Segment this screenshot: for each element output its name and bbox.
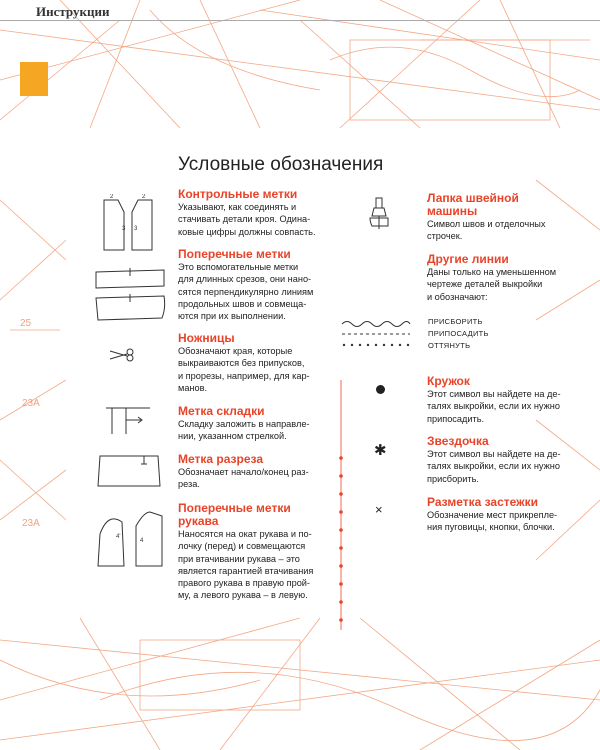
svg-text:4: 4 [140,538,144,544]
item-line: чертеже деталей выкройки [427,279,543,290]
item-heading: Поперечные метки [178,247,291,261]
item-line: ния пуговицы, кнопки, блочки. [427,522,555,533]
item-sleeve-marks [178,502,338,602]
item-star [427,435,587,485]
item-line: Складку заложить в направле- [178,419,310,429]
svg-text:3: 3 [122,226,126,232]
item-line: и обозначают: [427,291,488,302]
item-line: Обозначает начало/конец раз- [178,467,309,477]
item-line: Этот символ вы найдете на де- [427,449,561,459]
item-heading: Контрольные метки [178,187,298,201]
svg-text:2: 2 [110,194,114,200]
item-line: Обозначение мест прикрепле- [427,510,558,520]
control-marks-icon [96,194,160,254]
page-title: Условные обозначения [178,154,384,175]
item-line: строчек. [427,231,463,242]
item-line: является гарантией втачивания [178,565,314,576]
item-heading: Метка разреза [178,452,264,466]
item-presser-foot [427,192,587,243]
scissors-icon [108,348,136,362]
item-line: ковые цифры должны совпасть. [178,226,316,237]
item-line: Символ швов и отделочных [427,219,546,229]
item-fastener [427,496,587,534]
item-heading: Лапка швейной [427,191,519,205]
item-heading: машины [427,204,478,218]
item-line: ются при их выполнении. [178,311,286,322]
slit-mark-icon [94,452,164,490]
cross-marks-icon [92,266,168,324]
item-heading: Поперечные метки [178,501,291,515]
item-line: Это вспомогательные метки [178,262,299,272]
page-number-1: 25 [20,318,32,329]
svg-text:2: 2 [142,194,146,200]
item-heading: Ножницы [178,331,235,345]
fold-mark-icon [102,404,154,436]
header-divider [0,20,600,21]
line-types-icon [340,318,412,350]
page-number-2: 23А [22,398,40,409]
item-line: стачивать детали кроя. Одина- [178,214,311,225]
item-heading: Другие линии [427,252,509,266]
legend-gather: ПРИСБОРИТЬ [428,317,483,326]
item-line: манов. [178,382,208,393]
circle-symbol-icon [376,385,385,394]
item-line: сятся перпендикулярно линиям [178,286,314,297]
item-line: припосадить. [427,413,485,424]
item-line: нии, указанном стрелкой. [178,431,287,442]
section-tab-marker [20,62,48,96]
item-line: Этот символ вы найдете на де- [427,389,561,399]
cross-symbol-icon: × [375,502,383,517]
item-line: Обозначают края, которые [178,346,293,356]
item-heading: Метка складки [178,404,265,418]
star-symbol-icon: ✱ [374,442,387,459]
item-heading: Разметка застежки [427,495,539,509]
legend-stretch: ОТТЯНУТЬ [428,341,471,350]
item-control-marks [178,188,338,238]
item-line: талях выкройки, если их нужно [427,401,560,412]
section-label: Инструкции [36,4,110,19]
item-line: реза. [178,479,200,490]
item-slit-mark [178,453,338,491]
item-circle [427,375,587,425]
item-heading: Кружок [427,374,470,388]
item-line: Указывают, как соединять и [178,202,297,212]
item-line: лочку (перед) и совмещаются [178,541,306,552]
item-line: му, а левого рукава – в левую. [178,590,308,601]
svg-text:3: 3 [134,226,138,232]
presser-foot-icon [368,196,390,230]
sleeve-marks-icon [94,508,168,570]
svg-text:4': 4' [116,534,121,540]
item-other-lines [427,253,587,303]
item-line: талях выкройки, если их нужно [427,461,560,472]
legend-ease: ПРИПОСАДИТЬ [428,329,489,338]
item-cross-marks [178,248,338,322]
item-scissors [178,332,338,394]
item-line: правого рукава в правую прой- [178,578,310,589]
item-line: Наносятся на окат рукава и по- [178,529,312,539]
item-line: присборить. [427,473,479,484]
item-line: продольных швов и совмеща- [178,298,307,309]
item-line: для длинных срезов, они нано- [178,274,312,285]
item-heading: рукава [178,514,219,528]
page-number-3: 23А [22,518,40,529]
item-line: выкраиваются без припусков, [178,358,305,369]
item-line: при втачивании рукава – это [178,553,300,564]
item-line: Даны только на уменьшенном [427,267,557,277]
item-heading: Звездочка [427,434,489,448]
item-line: и прорезы, например, для кар- [178,370,310,381]
item-fold-mark [178,405,338,443]
